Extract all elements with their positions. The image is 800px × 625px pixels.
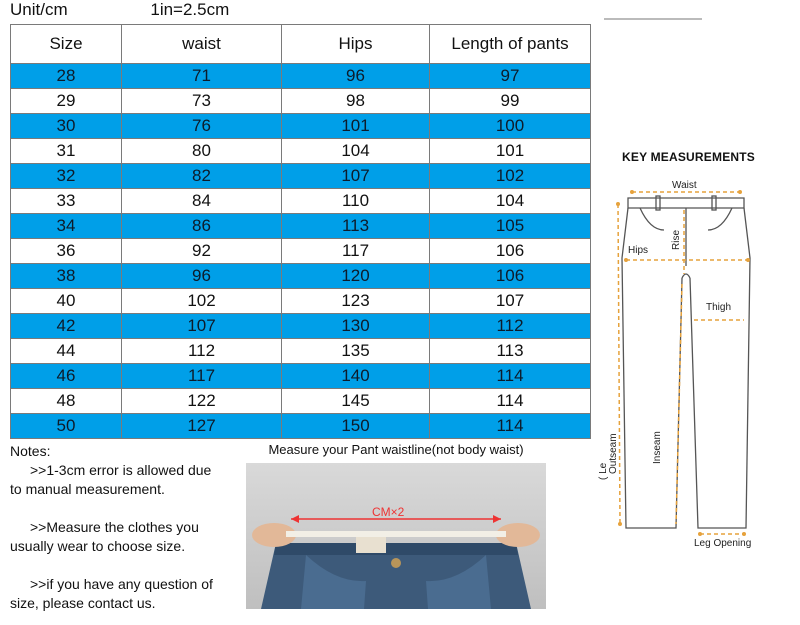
note-text: to manual measurement. (10, 481, 165, 497)
table-row (11, 64, 591, 89)
table-cell: 107 (122, 314, 282, 339)
table-cell: 150 (282, 414, 430, 439)
table-cell: 107 (430, 289, 591, 314)
table-row (11, 89, 591, 114)
table-cell: 135 (282, 339, 430, 364)
table-cell: 76 (122, 114, 282, 139)
table-cell: 114 (430, 414, 591, 439)
table-cell: 112 (122, 339, 282, 364)
table-cell: 122 (122, 389, 282, 414)
table-cell: 140 (282, 364, 430, 389)
measure-caption: Measure your Pant waistline(not body waist) (268, 442, 524, 457)
table-row (11, 164, 591, 189)
table-cell: 71 (122, 64, 282, 89)
table-row (11, 239, 591, 264)
table-cell: 46 (11, 364, 122, 389)
table-cell: 99 (430, 89, 591, 114)
table-cell: 104 (282, 139, 430, 164)
column-header: Size (11, 25, 122, 64)
outseam-label: Outseam (608, 433, 619, 474)
table-row (11, 289, 591, 314)
table-row (11, 364, 591, 389)
table-cell: 48 (11, 389, 122, 414)
pants-outline (598, 8, 796, 568)
note-text: >>if you have any question of (30, 576, 213, 592)
table-cell: 44 (11, 339, 122, 364)
note-text: >>1-3cm error is allowed due (30, 462, 212, 478)
outseam-prefix-label: ( Le (598, 462, 609, 480)
table-cell: 28 (11, 64, 122, 89)
table-cell: 101 (430, 139, 591, 164)
unit-header (10, 0, 229, 20)
column-header: waist (122, 25, 282, 64)
jeans-illustration (246, 463, 546, 609)
table-cell: 117 (282, 239, 430, 264)
table-row (11, 214, 591, 239)
table-cell: 114 (430, 364, 591, 389)
table-cell: 106 (430, 264, 591, 289)
table-cell: 34 (11, 214, 122, 239)
table-cell: 96 (122, 264, 282, 289)
table-cell: 113 (430, 339, 591, 364)
notes-title: Notes: (10, 443, 51, 459)
table-cell: 123 (282, 289, 430, 314)
table-cell: 84 (122, 189, 282, 214)
table-cell: 120 (282, 264, 430, 289)
table-cell: 106 (430, 239, 591, 264)
size-chart-table (10, 24, 591, 439)
table-cell: 29 (11, 89, 122, 114)
note-text: >>Measure the clothes you (30, 519, 199, 535)
thigh-label: Thigh (706, 302, 732, 313)
table-cell: 42 (11, 314, 122, 339)
note-text: size, please contact us. (10, 595, 156, 611)
table-cell: 102 (430, 164, 591, 189)
table-cell: 92 (122, 239, 282, 264)
leg-opening-label: Leg Opening (694, 538, 752, 549)
table-cell: 31 (11, 139, 122, 164)
notes-panel (10, 442, 240, 612)
unit-label: Unit/cm (10, 0, 68, 19)
table-cell: 105 (430, 214, 591, 239)
table-row (11, 339, 591, 364)
table-cell: 127 (122, 414, 282, 439)
table-cell: 86 (122, 214, 282, 239)
table-cell: 100 (430, 114, 591, 139)
table-cell: 117 (122, 364, 282, 389)
conversion-label: 1in=2.5cm (150, 0, 230, 19)
table-cell: 98 (282, 89, 430, 114)
table-cell: 145 (282, 389, 430, 414)
table-cell: 104 (430, 189, 591, 214)
table-cell: 33 (11, 189, 122, 214)
tape-label: CM×2 (372, 505, 405, 519)
table-cell: 32 (11, 164, 122, 189)
table-cell: 107 (282, 164, 430, 189)
table-row (11, 414, 591, 439)
key-measurements-diagram (598, 8, 796, 568)
waist-label: Waist (672, 180, 697, 191)
table-cell: 113 (282, 214, 430, 239)
table-header-row (11, 25, 591, 64)
table-cell: 96 (282, 64, 430, 89)
table-cell: 82 (122, 164, 282, 189)
table-row (11, 389, 591, 414)
column-header: Hips (282, 25, 430, 64)
column-header: Length of pants (430, 25, 591, 64)
table-cell: 50 (11, 414, 122, 439)
table-row (11, 314, 591, 339)
table-cell: 38 (11, 264, 122, 289)
table-cell: 80 (122, 139, 282, 164)
table-row (11, 139, 591, 164)
table-row (11, 264, 591, 289)
table-cell: 36 (11, 239, 122, 264)
table-cell: 114 (430, 389, 591, 414)
table-row (11, 189, 591, 214)
table-cell: 130 (282, 314, 430, 339)
table-cell: 101 (282, 114, 430, 139)
table-cell: 40 (11, 289, 122, 314)
table-cell: 112 (430, 314, 591, 339)
note-text: usually wear to choose size. (10, 538, 186, 554)
measure-panel (246, 442, 546, 612)
table-cell: 102 (122, 289, 282, 314)
table-row (11, 114, 591, 139)
table-cell: 110 (282, 189, 430, 214)
diagram-title: KEY MEASUREMENTS (622, 150, 755, 164)
hips-label: Hips (628, 245, 649, 256)
inseam-label: Inseam (652, 431, 663, 464)
waistline-photo (246, 463, 546, 609)
table-cell: 30 (11, 114, 122, 139)
table-cell: 97 (430, 64, 591, 89)
table-cell: 73 (122, 89, 282, 114)
rise-label: Rise (671, 229, 682, 250)
